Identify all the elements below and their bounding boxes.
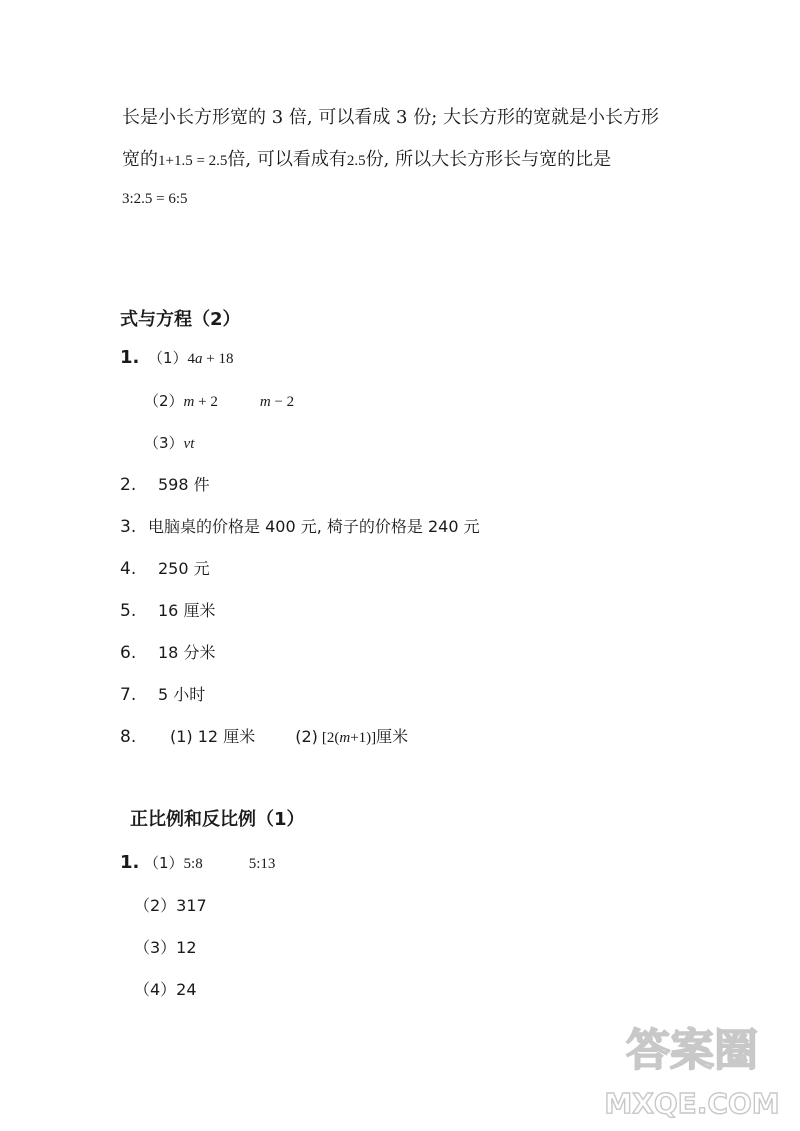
s1-q4-answer: 250 元 <box>158 559 210 578</box>
s1-q8-p2-var: m <box>339 730 351 746</box>
s1-q1-p1-label: （1） <box>148 349 188 367</box>
intro-line-2-text-b: 倍, 可以看成有 <box>227 149 347 170</box>
s1-q7 <box>120 683 205 707</box>
s1-q1-p2-b-rest: − 2 <box>270 394 295 410</box>
intro-line-3 <box>122 186 188 211</box>
s1-q8-p2-math <box>322 730 376 746</box>
s2-q1-part4: （4）24 <box>134 980 197 999</box>
intro-line-2-text-c: 份, 所以大长方形长与宽的比是 <box>365 149 612 170</box>
s1-q8-number: 8. <box>120 727 137 747</box>
s1-q5-answer: 16 厘米 <box>158 601 216 620</box>
intro-line-2-text-a: 宽的 <box>122 149 158 170</box>
s1-q1-p1-rest: + 18 <box>202 351 234 367</box>
s2-q1-p1-label: （1） <box>144 854 184 872</box>
intro-line-1-text: 长是小长方形宽的 3 倍, 可以看成 3 份; 大长方形的宽就是小长方形 <box>122 107 660 128</box>
s1-q1-p1-coef: 4 <box>187 351 196 367</box>
s1-q4-number: 4. <box>120 559 137 579</box>
intro-line-2 <box>122 148 611 173</box>
s1-q8-p2-math-b: +1)] <box>350 730 377 746</box>
s1-q1-p1-var: a <box>195 351 203 367</box>
s1-q3 <box>120 515 480 539</box>
s1-q1-p2-label: （2） <box>144 392 184 410</box>
s1-q1-p2-b-var: m <box>259 394 271 410</box>
intro-line-2-math: 1+1.5 = 2.5 <box>158 153 228 169</box>
s1-q6-answer: 18 分米 <box>158 643 216 662</box>
s1-q1-number: 1. <box>120 347 140 368</box>
s1-q8-p1: (1) 12 厘米 <box>170 727 256 746</box>
s1-q1-p1-answer <box>188 351 234 367</box>
s1-q1-p3-label: （3） <box>144 434 184 452</box>
s2-q1-p1-answer-b: 5:13 <box>248 856 276 872</box>
s1-q1-part3 <box>144 431 194 456</box>
watermark-logo <box>602 1005 782 1125</box>
section-title-equations: 式与方程（2） <box>120 309 241 330</box>
s1-q6-number: 6. <box>120 643 137 663</box>
s2-q1-part3: （3）12 <box>134 938 197 957</box>
s1-q4 <box>120 557 210 581</box>
intro-line-3-math: 3:2.5 = 6:5 <box>122 191 188 207</box>
s1-q2 <box>120 473 210 497</box>
watermark-bottom-text: MXQE.COM <box>604 1087 780 1120</box>
intro-line-2-math2: 2.5 <box>346 153 366 169</box>
s1-q8-p2-label: (2) <box>295 727 318 746</box>
s1-q7-answer: 5 小时 <box>158 685 206 704</box>
s1-q5-number: 5. <box>120 601 137 621</box>
watermark-top-text: 答案圈 <box>626 1025 758 1076</box>
s1-q1-p2-answer-a <box>184 394 218 410</box>
s2-q1-p1-answer-a: 5:8 <box>183 856 203 872</box>
s2-q1-part1 <box>120 851 275 876</box>
s1-q1-part1 <box>120 346 234 371</box>
s1-q1-part2 <box>144 389 294 414</box>
s2-q1-number: 1. <box>120 852 140 873</box>
s1-q1-p2-a-rest: + 2 <box>194 394 218 410</box>
s1-q3-answer: 电脑桌的价格是 400 元, 椅子的价格是 240 元 <box>148 517 480 536</box>
s1-q8-p2-unit: 厘米 <box>376 727 409 746</box>
s2-q1-part2: （2）317 <box>134 896 207 915</box>
s1-q8 <box>120 725 408 750</box>
s1-q3-number: 3. <box>120 517 137 537</box>
s1-q1-p3-answer: vt <box>183 436 195 452</box>
s1-q7-number: 7. <box>120 685 137 705</box>
s1-q1-p2-answer-b <box>260 394 294 410</box>
s1-q8-p2-math-a: [2( <box>321 730 340 746</box>
s1-q2-answer: 598 件 <box>158 475 210 494</box>
section-title-proportion: 正比例和反比例（1） <box>130 809 305 830</box>
s1-q6 <box>120 641 215 665</box>
s1-q1-p2-a-var: m <box>183 394 195 410</box>
s1-q2-number: 2. <box>120 475 137 495</box>
s1-q5 <box>120 599 215 623</box>
intro-line-1 <box>122 106 659 130</box>
